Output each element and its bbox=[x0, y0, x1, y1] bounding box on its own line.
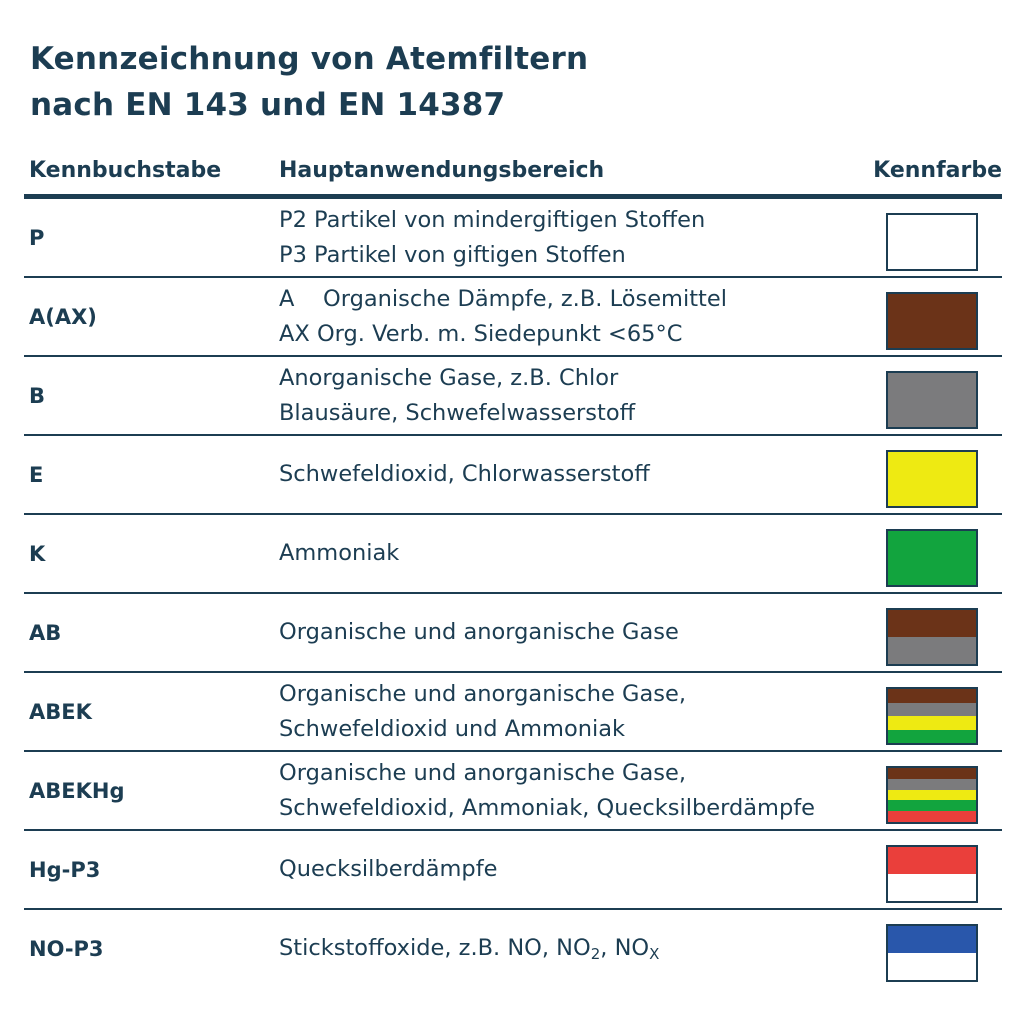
application-line: Ammoniak bbox=[279, 540, 400, 566]
filter-code: E bbox=[29, 462, 44, 487]
color-band bbox=[888, 531, 976, 585]
table-row bbox=[24, 278, 1002, 357]
filter-application bbox=[279, 515, 879, 592]
color-band bbox=[888, 790, 976, 801]
color-band bbox=[888, 779, 976, 790]
color-swatch bbox=[886, 529, 978, 587]
filter-application bbox=[279, 752, 879, 829]
color-band bbox=[888, 637, 976, 664]
filter-code: NO-P3 bbox=[29, 936, 104, 961]
header-code: Kennbuchstabe bbox=[29, 158, 222, 183]
color-swatch bbox=[886, 845, 978, 903]
application-line: Schwefeldioxid, Chlorwasserstoff bbox=[279, 461, 650, 487]
color-swatch bbox=[886, 450, 978, 508]
color-band bbox=[888, 953, 976, 980]
color-band bbox=[888, 811, 976, 822]
color-band bbox=[888, 874, 976, 901]
color-swatch bbox=[886, 687, 978, 745]
filter-application bbox=[279, 357, 879, 434]
filter-code: ABEKHg bbox=[29, 778, 125, 803]
application-line: Organische und anorganische Gase bbox=[279, 619, 679, 645]
filter-application bbox=[279, 831, 879, 908]
color-swatch bbox=[886, 608, 978, 666]
application-text: Stickstoffoxide, z.B. NO, NO bbox=[279, 935, 591, 961]
application-line bbox=[279, 931, 879, 966]
color-swatch bbox=[886, 292, 978, 350]
filter-application bbox=[279, 436, 879, 513]
application-line: Schwefeldioxid, Ammoniak, Quecksilberdämpfe bbox=[279, 794, 816, 821]
application-line: Blausäure, Schwefelwasserstoff bbox=[279, 399, 636, 426]
table-row bbox=[24, 594, 1002, 673]
color-band bbox=[888, 452, 976, 506]
application-text: , NO bbox=[600, 935, 650, 961]
color-swatch bbox=[886, 766, 978, 824]
color-band bbox=[888, 373, 976, 427]
color-swatch bbox=[886, 924, 978, 982]
subscript-x: X bbox=[649, 945, 660, 963]
subscript-2: 2 bbox=[590, 945, 601, 963]
color-band bbox=[888, 716, 976, 730]
filter-code: K bbox=[29, 541, 46, 566]
color-band bbox=[888, 610, 976, 637]
color-swatch bbox=[886, 371, 978, 429]
filter-code: P bbox=[29, 225, 45, 250]
color-band bbox=[888, 847, 976, 874]
filter-table bbox=[24, 199, 1002, 987]
header-application: Hauptanwendungsbereich bbox=[279, 158, 605, 183]
table-row bbox=[24, 752, 1002, 831]
application-line: Organische und anorganische Gase, bbox=[279, 680, 686, 707]
table-row bbox=[24, 673, 1002, 752]
filter-application bbox=[279, 910, 879, 987]
table-row bbox=[24, 436, 1002, 515]
color-band bbox=[888, 926, 976, 953]
title-line-1: Kennzeichnung von Atemfiltern bbox=[30, 41, 589, 77]
color-band bbox=[888, 215, 976, 269]
table-row bbox=[24, 199, 1002, 278]
application-line: Schwefeldioxid und Ammoniak bbox=[279, 715, 626, 742]
application-line: Quecksilberdämpfe bbox=[279, 856, 498, 882]
application-line: Organische und anorganische Gase, bbox=[279, 759, 686, 786]
color-band bbox=[888, 730, 976, 744]
table-row bbox=[24, 831, 1002, 910]
filter-application bbox=[279, 594, 879, 671]
table-row bbox=[24, 357, 1002, 436]
application-line: P2 Partikel von mindergiftigen Stoffen bbox=[279, 206, 706, 233]
color-band bbox=[888, 703, 976, 717]
application-line: A Organische Dämpfe, z.B. Lösemittel bbox=[279, 285, 727, 312]
application-line: Anorganische Gase, z.B. Chlor bbox=[279, 364, 619, 391]
filter-application bbox=[279, 199, 879, 276]
filter-code: B bbox=[29, 383, 46, 408]
page-title bbox=[30, 36, 930, 128]
filter-code: AB bbox=[29, 620, 62, 645]
filter-application bbox=[279, 278, 879, 355]
header-color: Kennfarbe bbox=[873, 158, 1002, 183]
table-row bbox=[24, 910, 1002, 987]
filter-code: A(AX) bbox=[29, 304, 97, 329]
application-line: AX Org. Verb. m. Siedepunkt <65°C bbox=[279, 320, 683, 347]
color-band bbox=[888, 768, 976, 779]
filter-application bbox=[279, 673, 879, 750]
color-band bbox=[888, 689, 976, 703]
table-row bbox=[24, 515, 1002, 594]
color-band bbox=[888, 294, 976, 348]
color-band bbox=[888, 800, 976, 811]
color-swatch bbox=[886, 213, 978, 271]
filter-code: ABEK bbox=[29, 699, 92, 724]
filter-code: Hg-P3 bbox=[29, 857, 101, 882]
table-header bbox=[26, 150, 1002, 194]
title-line-2: nach EN 143 und EN 14387 bbox=[30, 87, 506, 123]
application-line: P3 Partikel von giftigen Stoffen bbox=[279, 241, 626, 268]
